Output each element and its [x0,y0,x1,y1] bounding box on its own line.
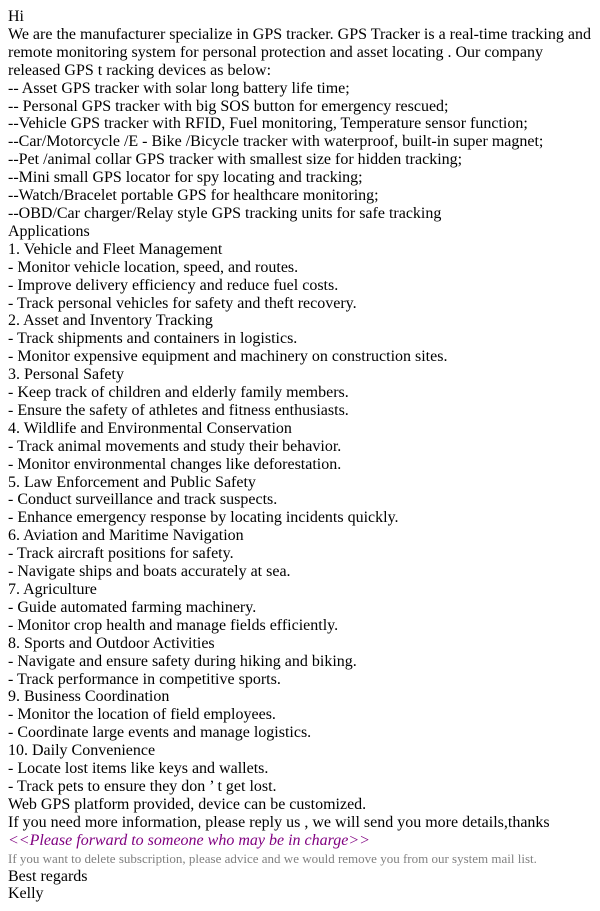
application-point: - Navigate ships and boats accurately at sea. [8,563,291,581]
application-title: 3. Personal Safety [8,366,124,384]
application-point: - Track aircraft positions for safety. [8,545,234,563]
application-point: - Track pets to ensure they don ’ t get lost. [8,777,277,795]
application-point: - Locate lost items like keys and wallets. [8,760,269,778]
application-point: - Monitor expensive equipment and machinery on construction sites. [8,348,448,366]
product-line: --Vehicle GPS tracker with RFID, Fuel monitoring, Temperature sensor function; [8,115,528,133]
application-point: - Monitor crop health and manage fields efficiently. [8,616,339,634]
application-title: 6. Aviation and Maritime Navigation [8,527,244,545]
application-title: 1. Vehicle and Fleet Management [8,240,223,258]
reply-note: If you need more information, please reply us , we will send you more details,thanks [8,813,550,831]
product-line: --Car/Motorcycle /E - Bike /Bicycle tracker with waterproof, built-in super magnet; [8,133,544,151]
application-title: 7. Agriculture [8,581,97,598]
signature-name: Kelly [8,885,44,903]
application-point: - Monitor environmental changes like deforestation. [8,455,342,473]
application-point: - Monitor the location of field employees. [8,706,276,724]
platform-note: Web GPS platform provided, device can be customized. [8,795,367,813]
application-point: - Conduct surveillance and track suspects. [8,491,278,509]
application-point: - Guide automated farming machinery. [8,598,257,616]
application-title: 4. Wildlife and Environmental Conservation [8,419,292,437]
application-point: - Enhance emergency response by locating incidents quickly. [8,509,399,527]
application-title: 8. Sports and Outdoor Activities [8,634,215,652]
signoff: Best regards [8,867,88,885]
greeting: Hi [8,8,24,25]
product-line: --Mini small GPS locator for spy locating and tracking; [8,169,363,187]
unsubscribe-note: If you want to delete subscription, please advice and we would remove you from our system mail list. [8,850,537,866]
application-point: - Monitor vehicle location, speed, and routes. [8,258,299,276]
product-line: --Pet /animal collar GPS tracker with smallest size for hidden tracking; [8,151,463,169]
application-point: - Track performance in competitive sports. [8,670,281,688]
application-point: - Ensure the safety of athletes and fitness enthusiasts. [8,401,349,419]
application-title: 9. Business Coordination [8,688,170,706]
product-line: --Watch/Bracelet portable GPS for healthcare monitoring; [8,187,379,205]
application-title: 2. Asset and Inventory Tracking [8,312,213,330]
product-line: --OBD/Car charger/Relay style GPS tracking units for safe tracking [8,204,442,222]
application-point: - Coordinate large events and manage logistics. [8,724,312,742]
application-point: - Navigate and ensure safety during hiking and biking. [8,652,357,670]
application-point: - Keep track of children and elderly family members. [8,384,349,402]
application-point: - Track animal movements and study their behavior. [8,437,342,455]
product-line: -- Asset GPS tracker with solar long battery life time; [8,79,350,97]
application-title: 10. Daily Convenience [8,742,156,760]
application-point: - Track personal vehicles for safety and theft recovery. [8,294,357,312]
application-title: 5. Law Enforcement and Public Safety [8,473,256,491]
application-point: - Track shipments and containers in logistics. [8,330,298,348]
forward-request: <<Please forward to someone who may be in charge>> [8,831,370,849]
applications-heading: Applications [8,222,90,240]
product-line: -- Personal GPS tracker with big SOS button for emergency rescued; [8,97,449,115]
intro-paragraph: We are the manufacturer specialize in GPS tracker. GPS Tracker is a real-time tracking and remote monitoring system for personal protection and asset locating . Our company released GPS t racking devices as below: [8,25,591,79]
application-point: - Improve delivery efficiency and reduce fuel costs. [8,276,339,294]
